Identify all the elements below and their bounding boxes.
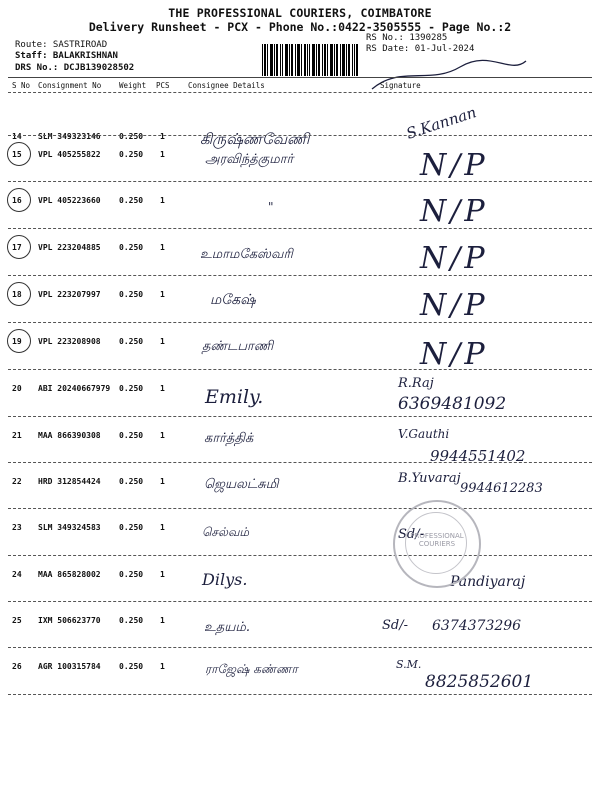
rs-date: RS Date: 01-Jul-2024 (366, 44, 475, 54)
row-weight: 0.250 (119, 616, 144, 625)
row-divider (8, 508, 592, 509)
row-weight: 0.250 (119, 243, 144, 252)
row-pcs: 1 (160, 662, 165, 671)
consignee-handwriting: மகேஷ் (210, 292, 256, 308)
signature: N/P (420, 288, 489, 323)
staff-label: Staff: BALAKRISHNAN (15, 51, 118, 61)
col-sno: S No (12, 81, 31, 90)
row-sno: 24 (12, 570, 22, 579)
row-divider (8, 647, 592, 648)
signature: N/P (420, 241, 489, 276)
row-consignment: SLM 349324583 (38, 523, 101, 532)
table-row (0, 280, 600, 327)
consignee-handwriting: Emily. (205, 386, 264, 408)
row-weight: 0.250 (119, 570, 144, 579)
consignee-handwriting: Dilys. (202, 570, 248, 589)
table-row (0, 467, 600, 514)
signature: N/P (420, 194, 489, 229)
row-sno: 20 (12, 384, 22, 393)
row-divider (8, 181, 592, 182)
row-pcs: 1 (160, 616, 165, 625)
row-consignment: HRD 312854424 (38, 477, 101, 486)
row-consignment: VPL 223204885 (38, 243, 101, 252)
rs-number: RS No.: 1390285 (366, 33, 448, 43)
row-sno: 25 (12, 616, 22, 625)
table-row (0, 421, 600, 468)
row-sno: 21 (12, 431, 22, 440)
consignee-handwriting: உதயம். (204, 620, 251, 635)
row-consignment: MAA 865828002 (38, 570, 101, 579)
row-sno: 18 (12, 290, 22, 299)
row-consignment: SLM 349323146 (38, 132, 101, 141)
row-weight: 0.250 (119, 477, 144, 486)
table-row (0, 233, 600, 280)
consignee-handwriting: அரவிந்த்குமார் (205, 152, 294, 167)
row-sno: 16 (12, 196, 22, 205)
row-weight: 0.250 (119, 132, 144, 141)
table-row (0, 327, 600, 374)
consignee-handwriting: கார்த்திக் (204, 431, 254, 446)
row-pcs: 1 (160, 243, 165, 252)
row-sno: 22 (12, 477, 22, 486)
signature: S.Kannan (403, 103, 479, 143)
table-row (0, 606, 600, 653)
row-pcs: 1 (160, 290, 165, 299)
consignee-handwriting: " (268, 200, 274, 214)
row-weight: 0.250 (119, 431, 144, 440)
row-consignment: VPL 405255822 (38, 150, 101, 159)
signature: N/P (420, 337, 489, 372)
consignee-handwriting: உமாமகேஸ்வரி (200, 247, 293, 262)
row-weight: 0.250 (119, 662, 144, 671)
row-sno: 17 (12, 243, 22, 252)
row-weight: 0.250 (119, 150, 144, 159)
consignee-handwriting: ராஜேஷ் கண்ணா (205, 662, 298, 676)
table-row (0, 186, 600, 233)
col-signature: Signature (380, 81, 421, 90)
row-divider (8, 228, 592, 229)
runsheet-subtitle: Delivery Runsheet - PCX - Phone No.:0422-3505555 - Page No.:2 (88, 20, 512, 34)
row-divider (8, 601, 592, 602)
row-weight: 0.250 (119, 337, 144, 346)
signature: R.Raj (398, 376, 434, 391)
row-divider (8, 322, 592, 323)
row-pcs: 1 (160, 523, 165, 532)
header-rule (8, 92, 592, 93)
phone-number: 6369481092 (398, 394, 507, 414)
signature: V.Gauthi (398, 427, 450, 441)
row-divider (8, 135, 592, 136)
row-consignment: MAA 866390308 (38, 431, 101, 440)
stamp-text: PROFESSIONAL COURIERS (410, 532, 464, 548)
signature: Sd/- (398, 527, 424, 542)
row-pcs: 1 (160, 337, 165, 346)
row-pcs: 1 (160, 570, 165, 579)
row-divider (8, 462, 592, 463)
signature: S.M. (396, 658, 422, 671)
row-divider (8, 694, 592, 695)
row-pcs: 1 (160, 196, 165, 205)
row-divider (8, 275, 592, 276)
company-title: THE PROFESSIONAL COURIERS, COIMBATORE (168, 6, 432, 20)
signature: Sd/- (382, 618, 408, 633)
table-row (0, 652, 600, 699)
phone-number: 6374373296 (432, 618, 522, 634)
row-pcs: 1 (160, 150, 165, 159)
phone-number: 8825852601 (425, 672, 534, 692)
row-pcs: 1 (160, 431, 165, 440)
row-weight: 0.250 (119, 384, 144, 393)
consignee-handwriting: ஜெயலட்சுமி (204, 477, 279, 492)
row-pcs: 1 (160, 384, 165, 393)
row-divider (8, 416, 592, 417)
row-weight: 0.250 (119, 290, 144, 299)
row-consignment: ABI 20240667979 (38, 384, 111, 393)
row-divider (8, 369, 592, 370)
row-pcs: 1 (160, 132, 165, 141)
courier-stamp (393, 500, 481, 588)
col-weight: Weight (119, 81, 147, 90)
signature: B.Yuvaraj (398, 471, 461, 486)
row-sno: 14 (12, 132, 22, 141)
row-weight: 0.250 (119, 523, 144, 532)
table-top-rule (8, 77, 592, 78)
signature: N/P (420, 148, 489, 183)
row-sno: 19 (12, 337, 22, 346)
row-divider (8, 555, 592, 556)
drs-number: DRS No.: DCJB139028502 (15, 63, 135, 73)
table-row (0, 513, 600, 560)
table-row (0, 560, 600, 607)
table-row (0, 374, 600, 421)
row-pcs: 1 (160, 477, 165, 486)
row-sno: 15 (12, 150, 22, 159)
table-row (0, 140, 600, 187)
row-consignment: AGR 100315784 (38, 662, 101, 671)
row-consignment: IXM 506623770 (38, 616, 101, 625)
row-consignment: VPL 223207997 (38, 290, 101, 299)
col-consignment: Consignment No (38, 81, 102, 90)
col-pcs: PCS (156, 81, 170, 90)
barcode-image (262, 44, 358, 76)
row-sno: 26 (12, 662, 22, 671)
row-sno: 23 (12, 523, 22, 532)
route-label: Route: SASTRIROAD (15, 40, 108, 50)
row-consignment: VPL 405223660 (38, 196, 101, 205)
phone-number: 9944551402 (430, 447, 526, 465)
col-consignee: Consignee Details (188, 81, 265, 90)
row-consignment: VPL 223208908 (38, 337, 101, 346)
row-weight: 0.250 (119, 196, 144, 205)
signature: Pandiyaraj (450, 574, 526, 590)
phone-number: 9944612283 (460, 481, 543, 496)
consignee-handwriting: செல்வம் (202, 525, 250, 539)
consignee-handwriting: கிருஷ்ணவேணி (200, 130, 310, 148)
consignee-handwriting: தண்டபாணி (202, 339, 274, 354)
